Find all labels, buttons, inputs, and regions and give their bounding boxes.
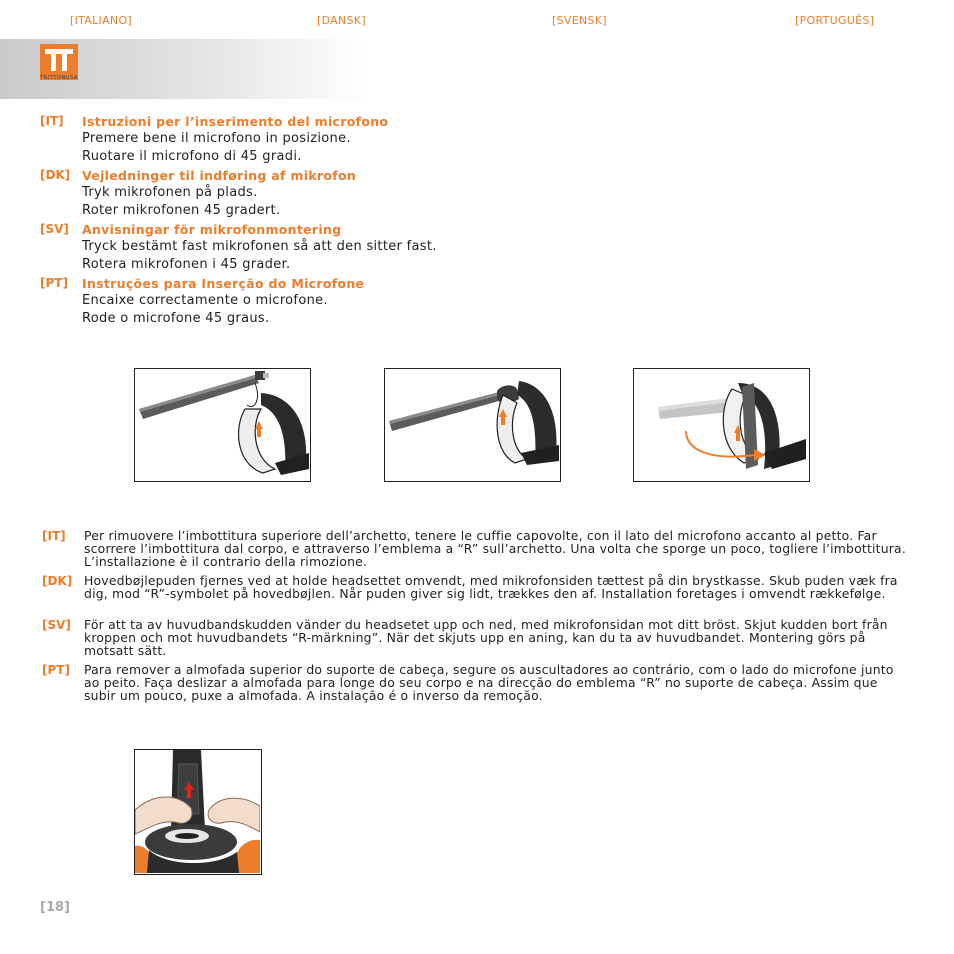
nav-svensk[interactable]: [SVENSK] bbox=[552, 14, 607, 27]
instruction-line: Ruotare il microfono di 45 gradi. bbox=[82, 149, 302, 164]
mic-insert-figure-1 bbox=[134, 368, 311, 482]
mic-insert-figure-2 bbox=[384, 368, 561, 482]
lang-code: [DK] bbox=[42, 574, 73, 588]
instruction-line: Encaixe correctamente o microfone. bbox=[82, 293, 328, 308]
language-nav bbox=[0, 14, 954, 28]
instruction-title: Vejledninger til indføring af mikrofon bbox=[82, 168, 357, 183]
nav-dansk[interactable]: [DANSK] bbox=[317, 14, 366, 27]
instruction-line: Premere bene il microfono in posizione. bbox=[82, 131, 351, 146]
lang-code: [PT] bbox=[40, 276, 68, 290]
lang-code: [PT] bbox=[42, 663, 70, 677]
instruction-line: Rotera mikrofonen i 45 grader. bbox=[82, 257, 291, 272]
mic-rotate-figure bbox=[633, 368, 810, 482]
page-number: [18] bbox=[40, 900, 70, 915]
lang-code: [IT] bbox=[40, 114, 64, 128]
pad-removal-figure bbox=[134, 749, 262, 875]
lang-code: [IT] bbox=[42, 529, 66, 543]
paragraph-text: Hovedbøjlepuden fjernes ved at holde headsettet omvendt, med mikrofonsiden tættest på din brystkasse. Skub puden væk fra dig, mod “R”-symbolet på hovedbøjlen. Når puden giver sig lidt, trækkes den af. Installation foretages i omvendt rækkefølge. bbox=[84, 573, 898, 602]
instruction-line: Tryck bestämt fast mikrofonen så att den sitter fast. bbox=[82, 239, 437, 254]
instruction-line: Rode o microfone 45 graus. bbox=[82, 311, 270, 326]
paragraph-text: För att ta av huvudbandskudden vänder du headsetet upp och ned, med mikrofonsidan mot ditt bröst. Skjut kudden bort från kroppen och mot huvudbandets “R-märkning”. När det skjuts upp en aning, kan du ta av huvudbandet. Montering görs på motsatt sätt. bbox=[84, 617, 888, 659]
paragraph-text: Per rimuovere l’imbottitura superiore dell’archetto, tenere le cuffie capovolte, con il lato del microfono accanto al petto. Far scorrere l’imbottitura dal corpo, e attraverso l’emblema a “R” sull’archetto. Una volta che sporge un poco, togliere l’imbottitura. L’installazione è il contrario della rimozione. bbox=[84, 528, 906, 570]
instruction-line: Roter mikrofonen 45 gradert. bbox=[82, 203, 281, 218]
logo-wordmark: TRITTONUSA bbox=[40, 75, 79, 81]
instruction-title: Instruções para Inserção do Microfone bbox=[82, 276, 365, 291]
instruction-title: Istruzioni per l’inserimento del microfono bbox=[82, 114, 389, 129]
nav-portugues[interactable]: [PORTUGUÊS] bbox=[795, 14, 875, 27]
paragraph-text: Para remover a almofada superior do suporte de cabeça, segure os auscultadores ao contrário, com o lado do microfone junto ao peito. Faça deslizar a almofada para longe do seu corpo e na direcção do emblema “R” no suporte de cabeça. Assim que subir um pouco, puxe a almofada. A instalação é o inverso da remoção. bbox=[84, 662, 894, 704]
instruction-title: Anvisningar för mikrofonmontering bbox=[82, 222, 342, 237]
lang-code: [DK] bbox=[40, 168, 71, 182]
lang-code: [SV] bbox=[40, 222, 69, 236]
nav-italiano[interactable]: [ITALIANO] bbox=[70, 14, 133, 27]
lang-code: [SV] bbox=[42, 618, 71, 632]
instruction-line: Tryk mikrofonen på plads. bbox=[82, 185, 258, 200]
